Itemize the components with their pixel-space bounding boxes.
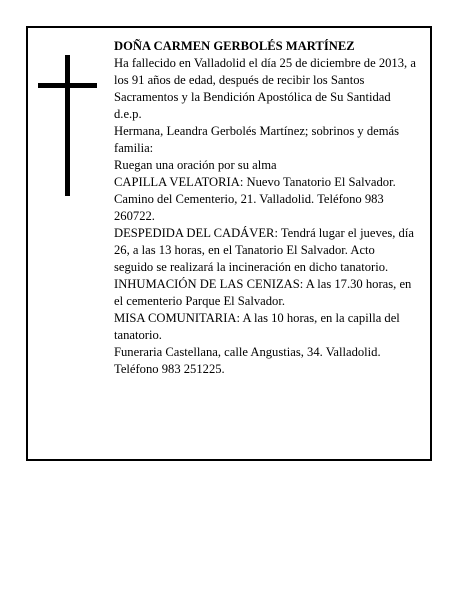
farewell-info: DESPEDIDA DEL CADÁVER: Tendrá lugar el jueves, día 26, a las 13 horas, en el Tanatorio El Salvador. Acto seguido se realizará la incineración en dicho tanatorio. [114,226,414,274]
mass-info: MISA COMUNITARIA: A las 10 horas, en la capilla del tanatorio. [114,311,400,342]
family-mourners: Hermana, Leandra Gerbolés Martínez; sobrinos y demás familia: [114,124,400,155]
death-announcement: Ha fallecido en Valladolid el día 25 de diciembre de 2013, a los 91 años de edad, después de recibir los Santos Sacramentos y la Bendición Apostólica de Su Santidad [114,56,416,104]
cross-vertical-bar [65,55,70,196]
prayer-request: Ruegan una oración por su alma [114,158,277,172]
cross-horizontal-bar [38,83,97,88]
funeral-home-info: Funeraria Castellana, calle Angustias, 34. Valladolid. Teléfono 983 251225. [114,345,381,376]
wake-chapel-info: CAPILLA VELATORIA: Nuevo Tanatorio El Salvador. Camino del Cementerio, 21. Valladolid. Teléfono 983 260722. [114,175,396,223]
deceased-name: DOÑA CARMEN GERBOLÉS MARTÍNEZ [114,39,355,53]
rest-in-peace: d.e.p. [114,107,142,121]
obituary-text [114,38,416,378]
ashes-burial-info: INHUMACIÓN DE LAS CENIZAS: A las 17.30 horas, en el cementerio Parque El Salvador. [114,277,412,308]
